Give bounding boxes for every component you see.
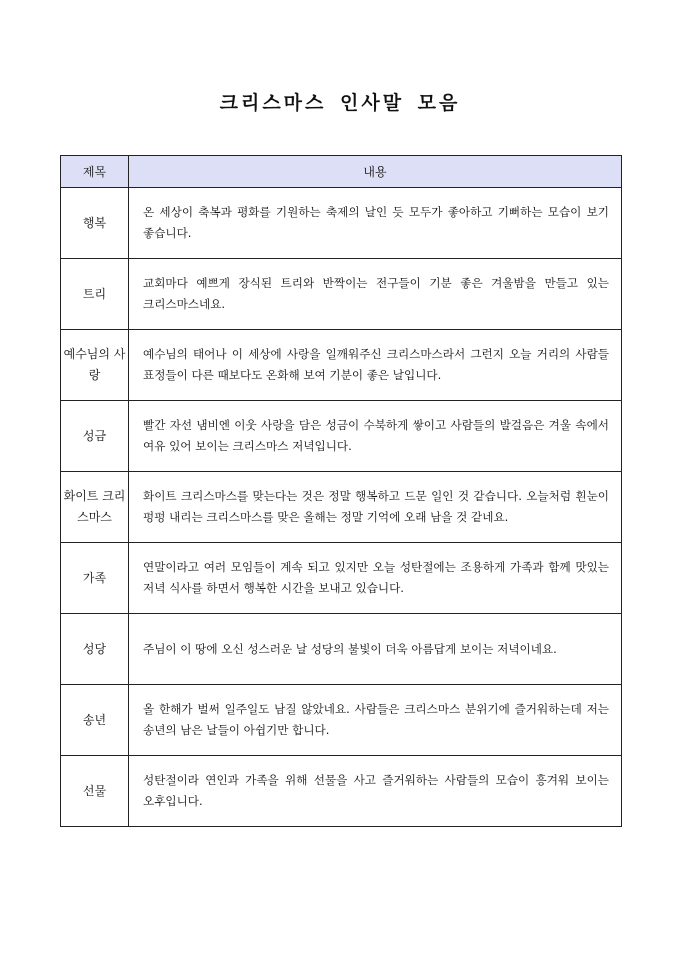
row-content: 연말이라고 여러 모임들이 계속 되고 있지만 오늘 성탄절에는 조용하게 가족과 함께 맛있는 저녁 식사를 하면서 행복한 시간을 보내고 있습니다.: [129, 543, 622, 614]
row-subject: 예수님의 사랑: [61, 330, 129, 401]
row-content: 올 한해가 벌써 일주일도 남질 않았네요. 사람들은 크리스마스 분위기에 즐거워하는데 저는 송년의 남은 날들이 아쉽기만 합니다.: [129, 685, 622, 756]
table-header-row: [61, 156, 622, 188]
table-row: [61, 401, 622, 472]
table-row: [61, 543, 622, 614]
row-subject: 가족: [61, 543, 129, 614]
header-content: 내용: [129, 156, 622, 188]
row-content: 성탄절이라 연인과 가족을 위해 선물을 사고 즐거워하는 사람들의 모습이 흥겨워 보이는 오후입니다.: [129, 756, 622, 827]
header-subject: 제목: [61, 156, 129, 188]
table-row: [61, 756, 622, 827]
row-subject: 트리: [61, 259, 129, 330]
table-row: [61, 188, 622, 259]
table-row: [61, 472, 622, 543]
row-content: 빨간 자선 냄비엔 이웃 사랑을 담은 성금이 수북하게 쌓이고 사람들의 발걸음은 겨울 속에서 여유 있어 보이는 크리스마스 저녁입니다.: [129, 401, 622, 472]
table-row: [61, 259, 622, 330]
row-content: 온 세상이 축복과 평화를 기원하는 축제의 날인 듯 모두가 좋아하고 기뻐하는 모습이 보기 좋습니다.: [129, 188, 622, 259]
row-subject: 성금: [61, 401, 129, 472]
row-content: 주님이 이 땅에 오신 성스러운 날 성당의 불빛이 더욱 아름답게 보이는 저녁이네요.: [129, 614, 622, 685]
row-subject: 성당: [61, 614, 129, 685]
row-subject: 화이트 크리스마스: [61, 472, 129, 543]
row-content: 화이트 크리스마스를 맞는다는 것은 정말 행복하고 드문 일인 것 같습니다. 오늘처럼 흰눈이 펑펑 내리는 크리스마스를 맞은 올해는 정말 기억에 오래 남을 것 같네요.: [129, 472, 622, 543]
page-title: 크리스마스 인사말 모음: [219, 92, 461, 114]
row-content: 예수님의 태어나 이 세상에 사랑을 일깨워주신 크리스마스라서 그런지 오늘 거리의 사람들 표정들이 다른 때보다도 온화해 보여 기분이 좋은 날입니다.: [129, 330, 622, 401]
table-row: [61, 685, 622, 756]
greetings-table: [60, 155, 622, 827]
row-subject: 선물: [61, 756, 129, 827]
row-content: 교회마다 예쁘게 장식된 트리와 반짝이는 전구들이 기분 좋은 겨울밤을 만들고 있는 크리스마스네요.: [129, 259, 622, 330]
table-row: [61, 614, 622, 685]
row-subject: 행복: [61, 188, 129, 259]
table-row: [61, 330, 622, 401]
row-subject: 송년: [61, 685, 129, 756]
